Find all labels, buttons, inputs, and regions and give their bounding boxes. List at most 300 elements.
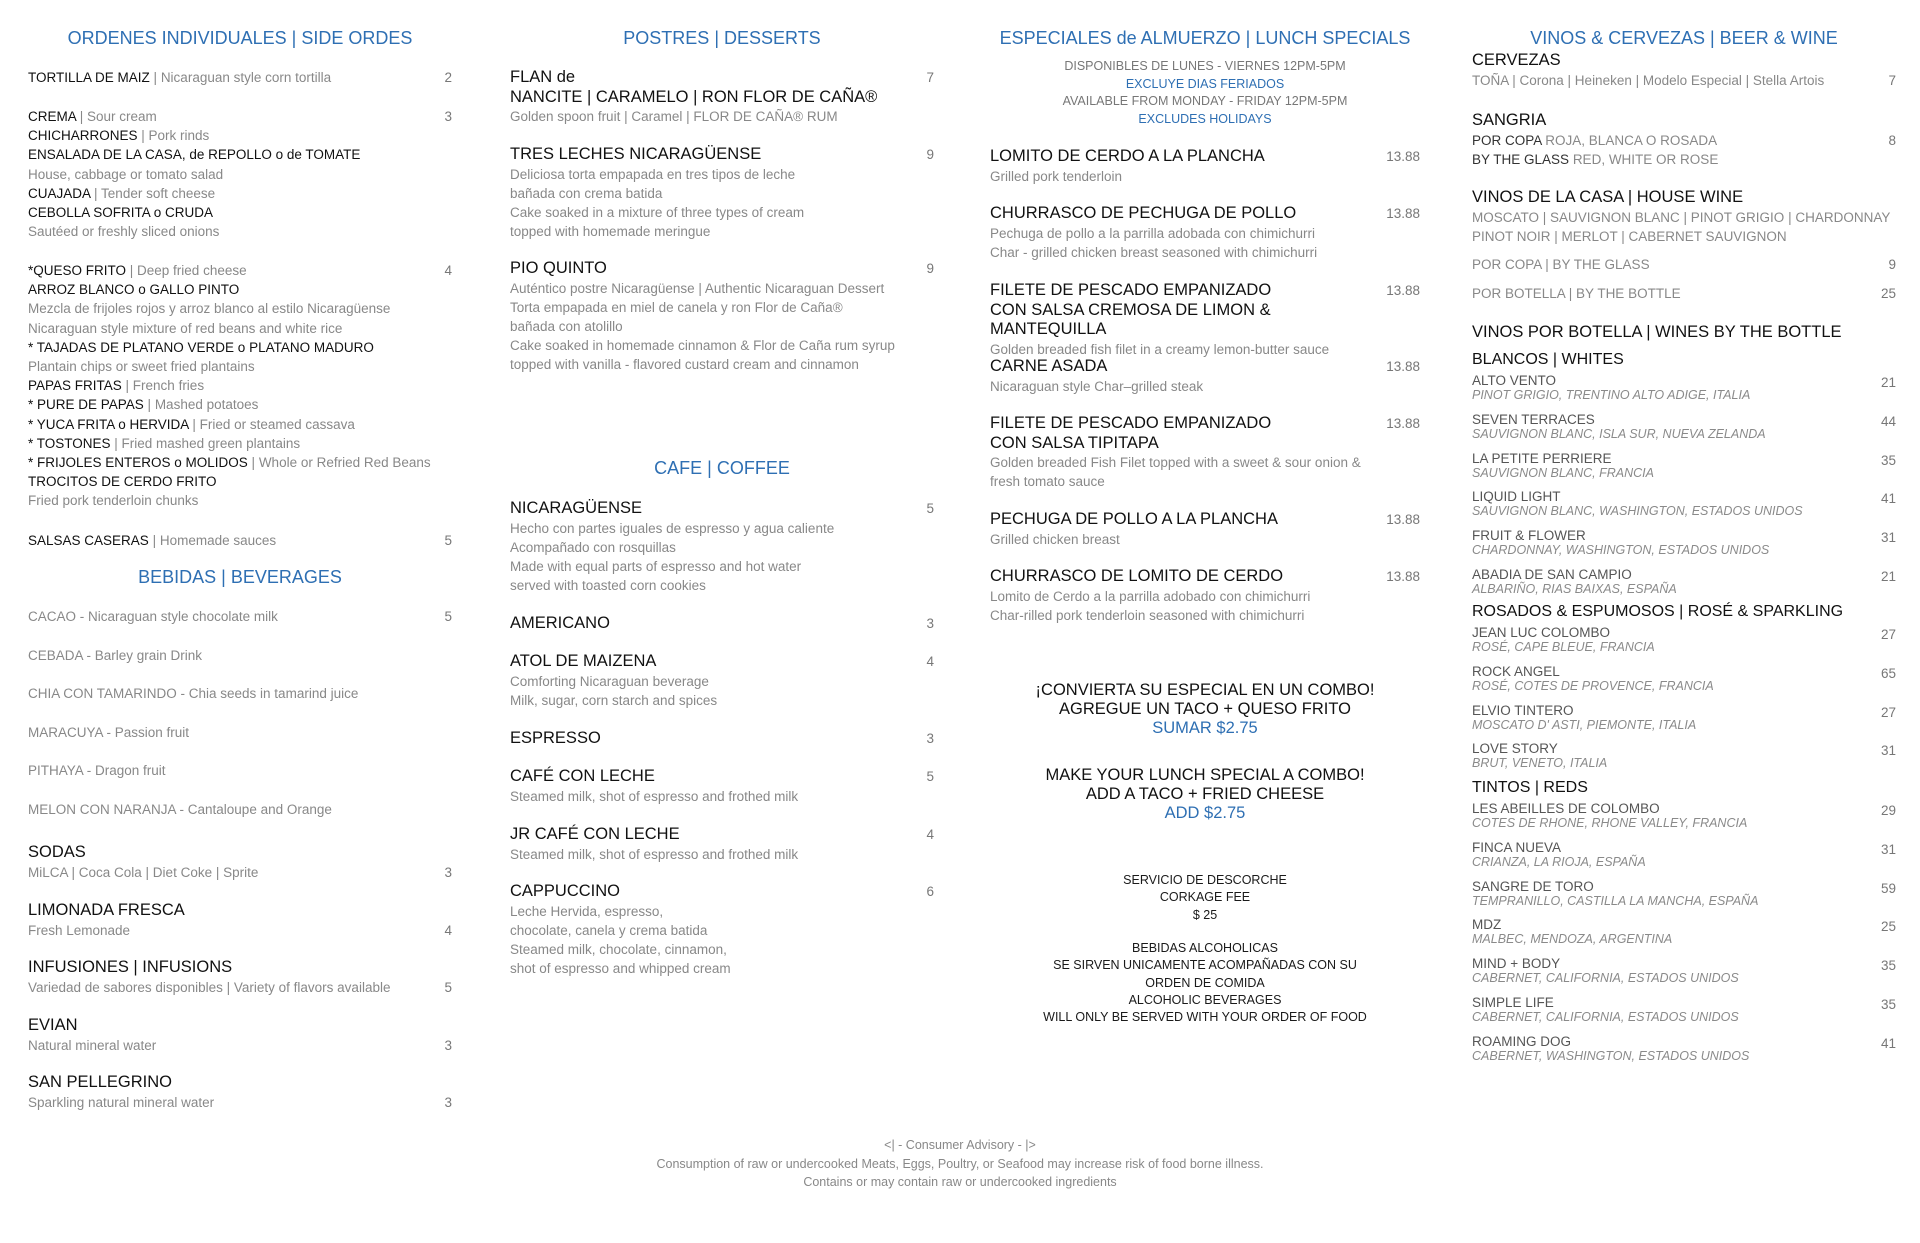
house-wine-bottle bbox=[1472, 284, 1896, 303]
item-name: CON SALSA TIPITAPA bbox=[990, 433, 1159, 452]
combo-line: MAKE YOUR LUNCH SPECIAL A COMBO! bbox=[1045, 766, 1365, 784]
item-name: * YUCA FRITA o HERVIDA bbox=[28, 416, 189, 432]
wine-item bbox=[1472, 528, 1896, 558]
item-description: Hecho con partes iguales de espresso y agua caliente bbox=[510, 520, 835, 536]
wine-item bbox=[1472, 840, 1896, 870]
wine-region: TEMPRANILLO, CASTILLA LA MANCHA, ESPAÑA bbox=[1472, 893, 1759, 908]
wine-price: 25 bbox=[1880, 919, 1896, 935]
item-description: Comforting Nicaraguan beverage bbox=[510, 673, 709, 689]
separator: | bbox=[126, 263, 138, 278]
item-name: FILETE DE PESCADO EMPANIZADO bbox=[990, 414, 1272, 432]
sangria-item bbox=[1472, 111, 1896, 169]
item-price: 13.88 bbox=[1386, 206, 1420, 221]
glass-price: 9 bbox=[1888, 257, 1896, 272]
beer-wine-title: VINOS & CERVEZAS | BEER & WINE bbox=[1530, 28, 1838, 48]
wine-name: SANGRE DE TORO bbox=[1472, 878, 1594, 894]
wine-item bbox=[1472, 917, 1896, 947]
wine-name: LOVE STORY bbox=[1472, 741, 1558, 757]
wine-region: MOSCATO D' ASTI, PIEMONTE, ITALIA bbox=[1472, 717, 1697, 732]
wine-name: SIMPLE LIFE bbox=[1472, 995, 1554, 1010]
wine-price: 21 bbox=[1880, 375, 1896, 390]
side-order-group bbox=[28, 68, 452, 87]
item-name: ENSALADA DE LA CASA, de REPOLLO o de TOMATE bbox=[28, 147, 361, 163]
wine-region: CABERNET, CALIFORNIA, ESTADOS UNIDOS bbox=[1472, 971, 1739, 986]
wine-region: CHARDONNAY, WASHINGTON, ESTADOS UNIDOS bbox=[1472, 543, 1770, 558]
item-description: Nicaraguan style mixture of red beans and white rice bbox=[28, 320, 343, 336]
availability-line: EXCLUYE DIAS FERIADOS bbox=[1125, 76, 1285, 91]
item-name: ARROZ BLANCO o GALLO PINTO bbox=[28, 282, 240, 298]
item-price: 13.88 bbox=[1386, 569, 1420, 584]
sangria-glass-label-en: BY THE GLASS bbox=[1472, 151, 1570, 167]
wine-item bbox=[1472, 703, 1896, 733]
item-name: NICARAGÜENSE bbox=[510, 499, 643, 517]
drink-description: Fresh Lemonade bbox=[28, 922, 131, 938]
separator: | bbox=[110, 435, 122, 451]
item-price: 13.88 bbox=[1386, 512, 1420, 527]
item-description: shot of espresso and whipped cream bbox=[510, 961, 731, 977]
lunch-special-item bbox=[990, 510, 1420, 549]
item-name: CARNE ASADA bbox=[990, 357, 1108, 375]
coffee-item bbox=[510, 767, 934, 806]
side-order-line bbox=[28, 415, 452, 434]
item-price: 13.88 bbox=[1386, 149, 1420, 164]
glass-label: POR COPA | BY THE GLASS bbox=[1472, 257, 1650, 272]
side-order-line bbox=[28, 357, 452, 376]
item-name: ESPRESSO bbox=[510, 729, 601, 747]
side-order-line bbox=[28, 531, 452, 550]
wine-region: COTES DE RHONE, RHONE VALLEY, FRANCIA bbox=[1472, 816, 1748, 830]
lunch-special-item bbox=[990, 204, 1420, 262]
wine-item bbox=[1472, 625, 1896, 655]
item-name: ATOL DE MAIZENA bbox=[510, 652, 657, 670]
wine-item bbox=[1472, 489, 1896, 519]
wine-price: 59 bbox=[1880, 880, 1896, 896]
drink-name: INFUSIONES | INFUSIONS bbox=[28, 958, 233, 976]
wine-region: ALBARIÑO, RIAS BAIXAS, ESPAÑA bbox=[1472, 582, 1677, 596]
wine-item bbox=[1472, 956, 1896, 986]
item-description: Fried mashed green plantains bbox=[121, 435, 301, 451]
beverage-name: MARACUYA - Passion fruit bbox=[28, 725, 190, 740]
alcohol-line: SE SIRVEN UNICAMENTE ACOMPAÑADAS CON SU bbox=[1053, 958, 1357, 973]
separator: | bbox=[76, 109, 88, 124]
drink-price: 5 bbox=[444, 980, 452, 995]
drink-name: EVIAN bbox=[28, 1016, 78, 1034]
side-order-line bbox=[28, 203, 452, 222]
bottle-price: 25 bbox=[1880, 286, 1896, 301]
availability-line: DISPONIBLES DE LUNES - VIERNES 12PM-5PM bbox=[1064, 59, 1346, 73]
wine-item bbox=[1472, 664, 1896, 694]
side-order-line bbox=[28, 395, 452, 414]
wine-item bbox=[1472, 412, 1896, 442]
bottle-label: POR BOTELLA | BY THE BOTTLE bbox=[1472, 286, 1681, 301]
wine-category-title: TINTOS | REDS bbox=[1472, 779, 1588, 796]
item-description: Fried pork tenderloin chunks bbox=[28, 493, 199, 509]
item-name: CHICHARRONES bbox=[28, 128, 138, 144]
drink-name: LIMONADA FRESCA bbox=[28, 901, 185, 919]
lunch-special-item bbox=[990, 357, 1420, 396]
wine-region: CABERNET, CALIFORNIA, ESTADOS UNIDOS bbox=[1472, 1010, 1739, 1024]
item-description: Golden breaded fish filet in a creamy lemon-butter sauce bbox=[990, 341, 1330, 357]
beer-brands: TOÑA | Corona | Heineken | Modelo Especial | Stella Artois bbox=[1472, 72, 1825, 88]
beer-name: CERVEZAS bbox=[1472, 51, 1561, 69]
beverage-name: CACAO - Nicaraguan style chocolate milk bbox=[28, 609, 278, 624]
drink-price: 3 bbox=[444, 1038, 452, 1053]
combo-offer-en bbox=[990, 766, 1420, 823]
wine-name: JEAN LUC COLOMBO bbox=[1472, 625, 1611, 640]
side-orders-title: ORDENES INDIVIDUALES | SIDE ORDES bbox=[67, 28, 413, 48]
item-description: Char - grilled chicken breast seasoned with chimichurri bbox=[990, 244, 1318, 260]
item-description: Nicaraguan style corn tortilla bbox=[160, 70, 332, 85]
item-description: Char-rilled pork tenderloin seasoned with chimichurri bbox=[990, 607, 1305, 623]
lunch-specials-title: ESPECIALES de ALMUERZO | LUNCH SPECIALS bbox=[999, 28, 1411, 48]
side-order-line bbox=[28, 145, 452, 164]
separator: | bbox=[143, 397, 155, 413]
item-description: Steamed milk, shot of espresso and frothed milk bbox=[510, 846, 799, 862]
item-name: PAPAS FRITAS bbox=[28, 378, 122, 394]
dessert-item bbox=[510, 68, 934, 126]
item-name: FILETE DE PESCADO EMPANIZADO bbox=[990, 281, 1272, 299]
wine-price: 35 bbox=[1880, 958, 1896, 974]
wine-item bbox=[1472, 1034, 1896, 1064]
side-order-line bbox=[28, 68, 452, 87]
item-description: House, cabbage or tomato salad bbox=[28, 166, 224, 182]
availability-note bbox=[990, 58, 1420, 128]
item-description: topped with vanilla - flavored custard cream and cinnamon bbox=[510, 357, 859, 373]
dessert-item bbox=[510, 145, 934, 241]
availability-line: AVAILABLE FROM MONDAY - FRIDAY 12PM-5PM bbox=[1062, 94, 1348, 108]
wine-item bbox=[1472, 451, 1896, 481]
drink-description: Variedad de sabores disponibles | Variety of flavors available bbox=[28, 979, 391, 995]
wine-region: SAUVIGNON BLANC, ISLA SUR, NUEVA ZELANDA bbox=[1472, 426, 1766, 441]
alcohol-line: ALCOHOLIC BEVERAGES bbox=[1128, 992, 1282, 1007]
item-description: Torta empapada en miel de canela y ron Flor de Caña® bbox=[510, 299, 843, 315]
item-price: 13.88 bbox=[1386, 359, 1420, 374]
item-price: 4 bbox=[926, 827, 934, 842]
advisory-heading: <| - Consumer Advisory - |> bbox=[884, 1138, 1036, 1152]
drink-name: SODAS bbox=[28, 843, 86, 861]
item-name: CREMA bbox=[28, 109, 77, 124]
wine-item bbox=[1472, 741, 1896, 771]
availability-line: EXCLUDES HOLIDAYS bbox=[1138, 111, 1272, 126]
item-description: Fried or steamed cassava bbox=[199, 416, 355, 432]
item-description: Deliciosa torta empapada en tres tipos de leche bbox=[510, 166, 796, 182]
beverage-item bbox=[28, 761, 452, 780]
wine-region: PINOT GRIGIO, TRENTINO ALTO ADIGE, ITALIA bbox=[1472, 388, 1751, 402]
wine-name: MIND + BODY bbox=[1472, 956, 1561, 972]
item-price: 5 bbox=[926, 769, 934, 784]
alcohol-line: BEBIDAS ALCOHOLICAS bbox=[1132, 941, 1278, 955]
drink-item bbox=[28, 843, 452, 882]
item-name: NANCITE | CARAMELO | RON FLOR DE CAÑA® bbox=[510, 87, 878, 106]
item-description: Grilled chicken breast bbox=[990, 531, 1120, 547]
item-description: topped with homemade meringue bbox=[510, 224, 711, 240]
corkage-line: SERVICIO DE DESCORCHE bbox=[1123, 873, 1287, 887]
item-name: PECHUGA DE POLLO A LA PLANCHA bbox=[990, 510, 1278, 528]
side-order-line bbox=[28, 376, 452, 395]
wine-price: 41 bbox=[1880, 1035, 1896, 1051]
item-name: PIO QUINTO bbox=[510, 259, 607, 277]
separator: | bbox=[148, 533, 160, 548]
beverage-price: 5 bbox=[444, 609, 452, 624]
sangria-name: SANGRIA bbox=[1472, 111, 1547, 129]
item-price: 4 bbox=[926, 654, 934, 669]
side-order-line bbox=[28, 453, 452, 472]
desserts-title: POSTRES | DESSERTS bbox=[623, 28, 821, 48]
wine-category-title: ROSADOS & ESPUMOSOS | ROSÉ & SPARKLING bbox=[1472, 603, 1844, 620]
beverage-item bbox=[28, 800, 452, 819]
item-price: 3 bbox=[926, 731, 934, 746]
separator: | bbox=[121, 378, 133, 394]
wine-region: SAUVIGNON BLANC, WASHINGTON, ESTADOS UNIDOS bbox=[1472, 504, 1803, 519]
item-price: 4 bbox=[444, 263, 452, 278]
lunch-special-item bbox=[990, 567, 1420, 625]
item-description: Leche Hervida, espresso, bbox=[510, 903, 664, 919]
wine-name: ABADIA DE SAN CAMPIO bbox=[1472, 567, 1632, 582]
item-name: AMERICANO bbox=[510, 614, 610, 632]
item-description: Milk, sugar, corn starch and spices bbox=[510, 692, 718, 708]
item-description: Golden spoon fruit | Caramel | FLOR DE CAÑA® RUM bbox=[510, 109, 838, 124]
alcohol-line: ORDEN DE COMIDA bbox=[1145, 975, 1265, 990]
item-name: LOMITO DE CERDO A LA PLANCHA bbox=[990, 147, 1265, 165]
item-description: Auténtico postre Nicaragüense | Authentic Nicaraguan Dessert bbox=[510, 280, 885, 296]
item-description: Cake soaked in a mixture of three types of cream bbox=[510, 204, 805, 220]
item-name: CAPPUCCINO bbox=[510, 882, 621, 900]
wine-price: 27 bbox=[1880, 704, 1896, 720]
corkage-line: CORKAGE FEE bbox=[1159, 890, 1251, 905]
wine-name: LIQUID LIGHT bbox=[1472, 489, 1561, 505]
coffee-item bbox=[510, 499, 934, 595]
beverage-item bbox=[28, 684, 452, 703]
wine-item bbox=[1472, 801, 1896, 831]
item-description: Homemade sauces bbox=[159, 533, 277, 548]
item-name: CHURRASCO DE LOMITO DE CERDO bbox=[990, 567, 1284, 585]
item-name: *QUESO FRITO bbox=[28, 263, 127, 278]
beverage-item bbox=[28, 646, 452, 665]
item-name: * TOSTONES bbox=[28, 435, 111, 451]
wine-item bbox=[1472, 373, 1896, 403]
item-name: CON SALSA CREMOSA DE LIMON & MANTEQUILLA bbox=[990, 300, 1271, 338]
item-description: fresh tomato sauce bbox=[990, 474, 1105, 490]
item-name: SALSAS CASERAS bbox=[28, 533, 149, 548]
wine-price: 44 bbox=[1880, 413, 1896, 429]
item-price: 9 bbox=[926, 261, 934, 276]
sangria-colors-es: ROJA, BLANCA O ROSADA bbox=[1545, 132, 1718, 148]
item-description: Golden breaded Fish Filet topped with a sweet & sour onion & bbox=[990, 455, 1361, 470]
wine-price: 65 bbox=[1880, 665, 1896, 681]
item-description: Made with equal parts of espresso and hot water bbox=[510, 558, 802, 574]
side-order-group bbox=[28, 261, 452, 511]
side-order-line bbox=[28, 319, 452, 338]
house-wine-name: VINOS DE LA CASA | HOUSE WINE bbox=[1472, 188, 1744, 206]
item-description: Mezcla de frijoles rojos y arroz blanco al estilo Nicaragüense bbox=[28, 301, 391, 317]
item-description: Whole or Refried Red Beans bbox=[258, 455, 431, 471]
wine-name: LES ABEILLES DE COLOMBO bbox=[1472, 801, 1660, 816]
item-price: 13.88 bbox=[1386, 416, 1420, 431]
advisory-line-1: Consumption of raw or undercooked Meats, Eggs, Poultry, or Seafood may increase risk of food borne illness. bbox=[656, 1156, 1264, 1171]
wine-price: 21 bbox=[1880, 569, 1896, 584]
wine-item bbox=[1472, 995, 1896, 1025]
sangria-price: 8 bbox=[1888, 133, 1896, 148]
item-price: 5 bbox=[444, 533, 452, 548]
coffee-title: CAFE | COFFEE bbox=[654, 458, 790, 478]
wine-price: 31 bbox=[1880, 841, 1896, 857]
side-order-line bbox=[28, 280, 452, 299]
side-order-line bbox=[28, 107, 452, 126]
separator: | bbox=[247, 455, 259, 471]
item-description: bañada con atolillo bbox=[510, 318, 623, 334]
drink-description: MiLCA | Coca Cola | Diet Coke | Sprite bbox=[28, 864, 259, 880]
item-description: Cake soaked in homemade cinnamon & Flor de Caña rum syrup bbox=[510, 338, 895, 354]
item-description: French fries bbox=[132, 378, 205, 394]
house-wine-glass bbox=[1472, 255, 1896, 274]
item-name: CAFÉ CON LECHE bbox=[510, 767, 655, 785]
separator: | bbox=[149, 70, 161, 85]
beer-item bbox=[1472, 51, 1896, 90]
alcohol-line: WILL ONLY BE SERVED WITH YOUR ORDER OF FOOD bbox=[1043, 1010, 1367, 1025]
item-name: * PURE DE PAPAS bbox=[28, 397, 144, 413]
beer-price: 7 bbox=[1888, 73, 1896, 88]
item-description: Plantain chips or sweet fried plantains bbox=[28, 359, 255, 375]
item-description: Mashed potatoes bbox=[154, 397, 259, 413]
combo-line: AGREGUE UN TACO + QUESO FRITO bbox=[1058, 700, 1351, 718]
drink-price: 4 bbox=[444, 923, 452, 938]
wine-name: ROCK ANGEL bbox=[1472, 663, 1560, 679]
wine-category-title: BLANCOS | WHITES bbox=[1472, 351, 1624, 368]
beverage-name: CEBADA - Barley grain Drink bbox=[28, 648, 203, 663]
item-name: CUAJADA bbox=[28, 185, 91, 201]
house-wine-varietals-2: PINOT NOIR | MERLOT | CABERNET SAUVIGNON bbox=[1472, 228, 1787, 244]
item-description: Lomito de Cerdo a la parrilla adobado con chimichurri bbox=[990, 588, 1311, 604]
item-description: Tender soft cheese bbox=[101, 185, 216, 201]
wine-region: CABERNET, WASHINGTON, ESTADOS UNIDOS bbox=[1472, 1048, 1750, 1063]
wine-name: LA PETITE PERRIERE bbox=[1472, 450, 1612, 466]
drink-price: 3 bbox=[444, 1095, 452, 1110]
wine-name: FINCA NUEVA bbox=[1472, 839, 1562, 855]
item-price: 6 bbox=[926, 884, 934, 899]
separator: | bbox=[188, 416, 200, 432]
lunch-special-item bbox=[990, 414, 1420, 491]
wine-name: ELVIO TINTERO bbox=[1472, 702, 1574, 718]
wine-name: SEVEN TERRACES bbox=[1472, 411, 1595, 427]
item-name: FLAN de bbox=[510, 68, 576, 86]
coffee-item bbox=[510, 882, 934, 978]
wines-by-bottle-title: VINOS POR BOTELLA | WINES BY THE BOTTLE bbox=[1472, 323, 1842, 341]
coffee-item bbox=[510, 729, 934, 749]
consumer-advisory bbox=[0, 1136, 1920, 1192]
item-description: Steamed milk, shot of espresso and frothed milk bbox=[510, 788, 799, 804]
beverage-name: MELON CON NARANJA - Cantaloupe and Orange bbox=[28, 802, 332, 817]
item-description: Acompañado con rosquillas bbox=[510, 539, 676, 555]
side-order-line bbox=[28, 338, 452, 357]
wine-price: 35 bbox=[1880, 452, 1896, 468]
wine-region: ROSÉ, CAPE BLEUE, FRANCIA bbox=[1472, 640, 1655, 654]
item-description: chocolate, canela y crema batida bbox=[510, 922, 708, 938]
item-description: Pechuga de pollo a la parrilla adobada con chimichurri bbox=[990, 225, 1315, 241]
item-name: TROCITOS DE CERDO FRITO bbox=[28, 474, 217, 490]
combo-line: ADD $2.75 bbox=[1164, 804, 1246, 822]
combo-offer-es bbox=[990, 681, 1420, 738]
wine-price: 31 bbox=[1880, 743, 1896, 759]
item-name: JR CAFÉ CON LECHE bbox=[510, 825, 680, 843]
sangria-glass-label-es: POR COPA bbox=[1472, 132, 1542, 148]
drink-item bbox=[28, 901, 452, 940]
separator: | bbox=[90, 185, 102, 201]
combo-line: ¡CONVIERTA SU ESPECIAL EN UN COMBO! bbox=[1035, 681, 1375, 699]
item-price: 3 bbox=[926, 616, 934, 631]
corkage-fee-note bbox=[990, 872, 1420, 924]
side-order-line bbox=[28, 165, 452, 184]
item-description: Nicaraguan style Char–grilled steak bbox=[990, 378, 1204, 394]
beverages-title: BEBIDAS | BEVERAGES bbox=[138, 567, 342, 587]
drink-item bbox=[28, 1073, 452, 1112]
item-price: 9 bbox=[926, 147, 934, 162]
side-order-group bbox=[28, 531, 452, 550]
side-order-line bbox=[28, 126, 452, 145]
beverage-item bbox=[28, 607, 452, 626]
item-description: Deep fried cheese bbox=[137, 263, 247, 278]
side-order-line bbox=[28, 184, 452, 203]
beverage-item bbox=[28, 723, 452, 742]
side-order-line bbox=[28, 299, 452, 318]
coffee-item bbox=[510, 614, 934, 634]
item-name: TRES LECHES NICARAGÜENSE bbox=[510, 145, 762, 163]
wine-region: ROSÉ, COTES DE PROVENCE, FRANCIA bbox=[1472, 678, 1714, 693]
wine-region: CRIANZA, LA RIOJA, ESPAÑA bbox=[1472, 854, 1646, 869]
drink-price: 3 bbox=[444, 865, 452, 880]
house-wine-item bbox=[1472, 188, 1896, 246]
item-name: CHURRASCO DE PECHUGA DE POLLO bbox=[990, 204, 1297, 222]
drink-item bbox=[28, 958, 452, 997]
item-price: 13.88 bbox=[1386, 283, 1420, 298]
wine-name: ALTO VENTO bbox=[1472, 373, 1557, 388]
wine-price: 29 bbox=[1880, 803, 1896, 818]
wine-name: ROAMING DOG bbox=[1472, 1033, 1572, 1049]
advisory-line-2: Contains or may contain raw or undercooked ingredients bbox=[803, 1175, 1117, 1189]
wine-price: 27 bbox=[1880, 627, 1896, 642]
side-order-group bbox=[28, 107, 452, 241]
item-description: served with toasted corn cookies bbox=[510, 578, 706, 594]
item-price: 2 bbox=[444, 70, 452, 85]
wine-name: FRUIT & FLOWER bbox=[1472, 528, 1586, 544]
side-order-line bbox=[28, 222, 452, 241]
alcohol-policy-note bbox=[990, 940, 1420, 1026]
combo-line: SUMAR $2.75 bbox=[1152, 719, 1258, 737]
wine-item bbox=[1472, 879, 1896, 909]
item-name: TORTILLA DE MAIZ bbox=[28, 70, 150, 85]
item-description: Sautéed or freshly sliced onions bbox=[28, 224, 220, 240]
coffee-item bbox=[510, 825, 934, 864]
lunch-special-item bbox=[990, 147, 1420, 186]
item-description: Grilled pork tenderloin bbox=[990, 168, 1123, 184]
item-description: bañada con crema batida bbox=[510, 185, 663, 201]
side-order-line bbox=[28, 434, 452, 453]
wine-region: BRUT, VENETO, ITALIA bbox=[1472, 756, 1608, 771]
beverage-name: PITHAYA - Dragon fruit bbox=[28, 763, 166, 778]
dessert-item bbox=[510, 259, 934, 375]
wine-price: 35 bbox=[1880, 997, 1896, 1012]
side-order-line bbox=[28, 472, 452, 491]
combo-line: ADD A TACO + FRIED CHEESE bbox=[1085, 785, 1325, 803]
wine-region: SAUVIGNON BLANC, FRANCIA bbox=[1472, 465, 1654, 480]
corkage-line: $ 25 bbox=[1192, 907, 1218, 922]
item-description: Pork rinds bbox=[148, 128, 210, 144]
coffee-item bbox=[510, 652, 934, 710]
beverage-name: CHIA CON TAMARINDO - Chia seeds in tamarind juice bbox=[28, 686, 359, 701]
item-price: 7 bbox=[926, 70, 934, 85]
item-name: CEBOLLA SOFRITA o CRUDA bbox=[28, 205, 214, 221]
item-description: Sour cream bbox=[87, 109, 157, 124]
wine-region: MALBEC, MENDOZA, ARGENTINA bbox=[1472, 932, 1673, 947]
